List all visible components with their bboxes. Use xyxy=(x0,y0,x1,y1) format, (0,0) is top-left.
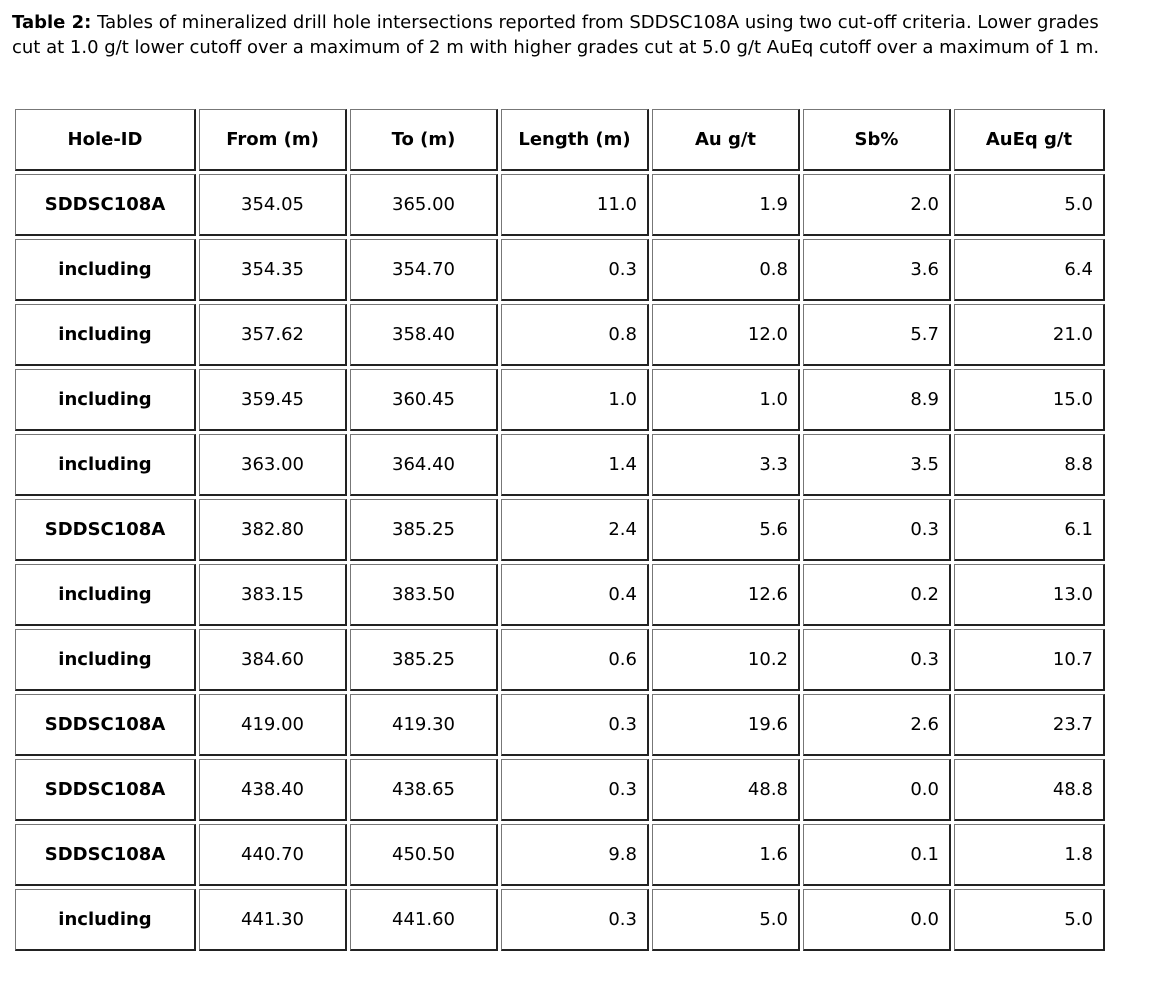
cell-hole-id: including xyxy=(15,369,196,431)
cell-to: 450.50 xyxy=(350,824,498,886)
cell-sb: 2.6 xyxy=(803,694,951,756)
cell-au: 19.6 xyxy=(652,694,800,756)
cell-hole-id: including xyxy=(15,564,196,626)
cell-to: 385.25 xyxy=(350,629,498,691)
table-row xyxy=(15,369,1105,431)
cell-from: 383.15 xyxy=(199,564,347,626)
cell-to: 441.60 xyxy=(350,889,498,951)
cell-length: 9.8 xyxy=(501,824,649,886)
cell-sb: 5.7 xyxy=(803,304,951,366)
cell-hole-id: including xyxy=(15,304,196,366)
cell-sb: 2.0 xyxy=(803,174,951,236)
cell-to: 364.40 xyxy=(350,434,498,496)
cell-aueq: 48.8 xyxy=(954,759,1105,821)
cell-length: 0.3 xyxy=(501,694,649,756)
cell-to: 438.65 xyxy=(350,759,498,821)
table-row xyxy=(15,239,1105,301)
table-row xyxy=(15,564,1105,626)
cell-au: 5.6 xyxy=(652,499,800,561)
cell-to: 419.30 xyxy=(350,694,498,756)
cell-aueq: 6.4 xyxy=(954,239,1105,301)
cell-aueq: 1.8 xyxy=(954,824,1105,886)
cell-au: 12.6 xyxy=(652,564,800,626)
table-row xyxy=(15,499,1105,561)
table-row xyxy=(15,694,1105,756)
cell-aueq: 13.0 xyxy=(954,564,1105,626)
cell-sb: 0.1 xyxy=(803,824,951,886)
cell-aueq: 8.8 xyxy=(954,434,1105,496)
cell-length: 1.0 xyxy=(501,369,649,431)
cell-to: 360.45 xyxy=(350,369,498,431)
cell-aueq: 6.1 xyxy=(954,499,1105,561)
cell-to: 383.50 xyxy=(350,564,498,626)
caption-text: Tables of mineralized drill hole intersections reported from SDDSC108A using two cut-off criteria. Lower grades cut at 1.0 g/t lower cutoff over a maximum of 2 m with higher grades cut at 5.0 g/t AuEq cutoff over a maximum of 1 m. xyxy=(12,12,1100,58)
caption-label: Table 2: xyxy=(12,12,92,33)
cell-length: 2.4 xyxy=(501,499,649,561)
cell-from: 363.00 xyxy=(199,434,347,496)
header-row xyxy=(15,109,1105,171)
cell-from: 440.70 xyxy=(199,824,347,886)
header-length: Length (m) xyxy=(501,109,649,171)
table-row xyxy=(15,174,1105,236)
cell-aueq: 10.7 xyxy=(954,629,1105,691)
cell-from: 354.35 xyxy=(199,239,347,301)
cell-from: 359.45 xyxy=(199,369,347,431)
cell-sb: 0.0 xyxy=(803,889,951,951)
table-row xyxy=(15,304,1105,366)
cell-sb: 0.3 xyxy=(803,629,951,691)
cell-sb: 0.0 xyxy=(803,759,951,821)
cell-hole-id: including xyxy=(15,889,196,951)
cell-hole-id: SDDSC108A xyxy=(15,759,196,821)
cell-hole-id: SDDSC108A xyxy=(15,499,196,561)
cell-au: 0.8 xyxy=(652,239,800,301)
header-hole-id: Hole-ID xyxy=(15,109,196,171)
cell-to: 354.70 xyxy=(350,239,498,301)
cell-length: 1.4 xyxy=(501,434,649,496)
cell-au: 1.6 xyxy=(652,824,800,886)
table-row xyxy=(15,434,1105,496)
cell-au: 3.3 xyxy=(652,434,800,496)
table-row xyxy=(15,824,1105,886)
cell-length: 0.6 xyxy=(501,629,649,691)
table-caption xyxy=(12,11,1132,60)
cell-from: 382.80 xyxy=(199,499,347,561)
cell-length: 11.0 xyxy=(501,174,649,236)
cell-length: 0.3 xyxy=(501,889,649,951)
cell-from: 438.40 xyxy=(199,759,347,821)
intersections-table xyxy=(12,106,1108,954)
cell-from: 384.60 xyxy=(199,629,347,691)
table-row xyxy=(15,629,1105,691)
cell-to: 358.40 xyxy=(350,304,498,366)
cell-au: 1.9 xyxy=(652,174,800,236)
cell-length: 0.8 xyxy=(501,304,649,366)
cell-hole-id: including xyxy=(15,629,196,691)
cell-length: 0.3 xyxy=(501,759,649,821)
cell-hole-id: SDDSC108A xyxy=(15,824,196,886)
cell-to: 365.00 xyxy=(350,174,498,236)
cell-au: 12.0 xyxy=(652,304,800,366)
header-from: From (m) xyxy=(199,109,347,171)
header-to: To (m) xyxy=(350,109,498,171)
cell-au: 10.2 xyxy=(652,629,800,691)
table-row xyxy=(15,759,1105,821)
cell-from: 354.05 xyxy=(199,174,347,236)
cell-hole-id: including xyxy=(15,434,196,496)
cell-au: 48.8 xyxy=(652,759,800,821)
cell-sb: 3.6 xyxy=(803,239,951,301)
cell-sb: 8.9 xyxy=(803,369,951,431)
cell-aueq: 5.0 xyxy=(954,174,1105,236)
cell-hole-id: SDDSC108A xyxy=(15,694,196,756)
cell-from: 441.30 xyxy=(199,889,347,951)
cell-aueq: 23.7 xyxy=(954,694,1105,756)
cell-au: 1.0 xyxy=(652,369,800,431)
header-sb: Sb% xyxy=(803,109,951,171)
header-aueq: AuEq g/t xyxy=(954,109,1105,171)
cell-to: 385.25 xyxy=(350,499,498,561)
cell-sb: 0.2 xyxy=(803,564,951,626)
cell-aueq: 15.0 xyxy=(954,369,1105,431)
cell-au: 5.0 xyxy=(652,889,800,951)
header-au: Au g/t xyxy=(652,109,800,171)
cell-hole-id: including xyxy=(15,239,196,301)
cell-aueq: 21.0 xyxy=(954,304,1105,366)
cell-sb: 0.3 xyxy=(803,499,951,561)
cell-length: 0.3 xyxy=(501,239,649,301)
cell-sb: 3.5 xyxy=(803,434,951,496)
cell-from: 357.62 xyxy=(199,304,347,366)
cell-hole-id: SDDSC108A xyxy=(15,174,196,236)
cell-length: 0.4 xyxy=(501,564,649,626)
cell-from: 419.00 xyxy=(199,694,347,756)
table-row xyxy=(15,889,1105,951)
cell-aueq: 5.0 xyxy=(954,889,1105,951)
